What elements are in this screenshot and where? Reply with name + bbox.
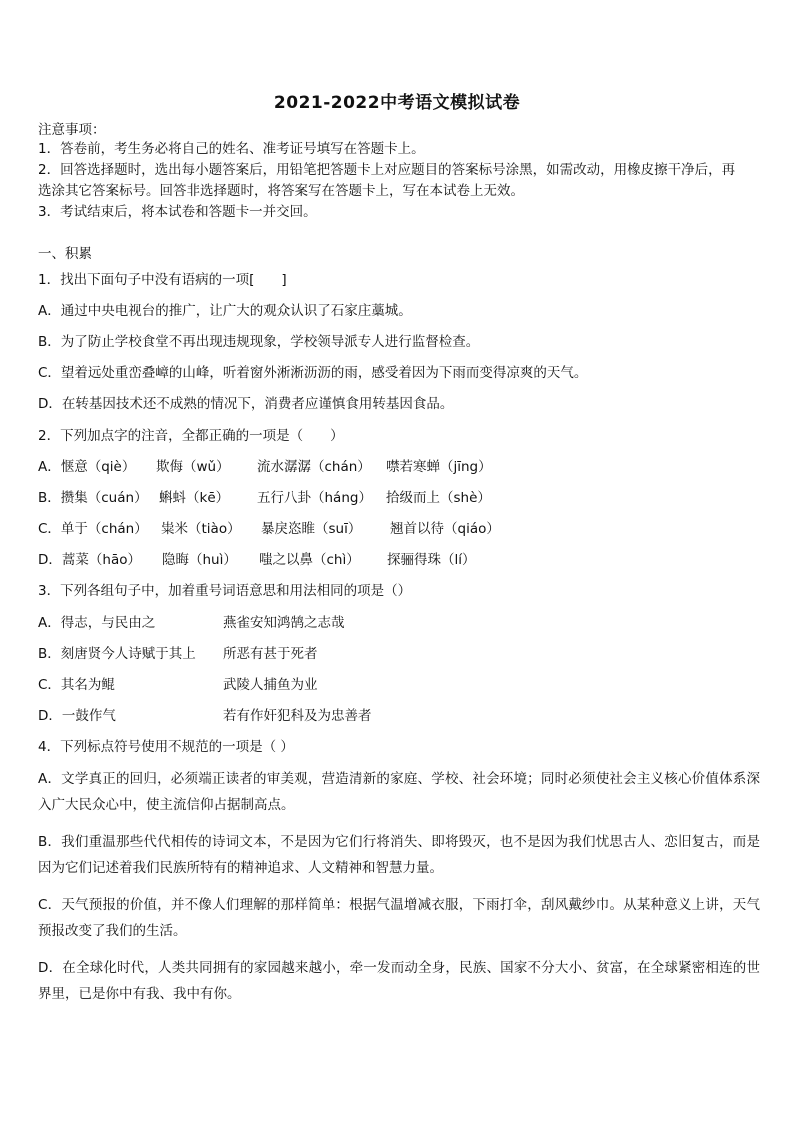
q3-left: D．一鼓作气 xyxy=(38,708,116,724)
page-title: 2021-2022中考语文模拟试卷 xyxy=(273,93,521,113)
q3-right: 武陵人捕鱼为业 xyxy=(223,677,318,693)
q3-right: 燕雀安知鸿鹄之志哉 xyxy=(223,615,345,631)
q2-item: 翘首以待（qiáo） xyxy=(390,521,500,537)
q3-right: 若有作奸犯科及为忠善者 xyxy=(223,708,372,724)
q2-item: 噤若寒蝉（jīng） xyxy=(386,459,492,475)
q4-option-d: D．在全球化时代，人类共同拥有的家园越来越小，牵一发而动全身，民族、国家不分大小、贫富，在全球紧密相连的世界里，已是你中有我、我中有你。 xyxy=(38,960,760,1002)
q1-option-d: D．在转基因技术还不成熟的情况下，消费者应谨慎食用转基因食品。 xyxy=(38,396,454,412)
q1-stem: 1．找出下面句子中没有语病的一项[ ] xyxy=(38,272,287,288)
q2-item: 嗤之以鼻（chì） xyxy=(259,552,360,568)
q2-item: 拾级而上（shè） xyxy=(386,490,491,506)
notice-item: 选涂其它答案标号。回答非选择题时，将答案写在答题卡上，写在本试卷上无效。 xyxy=(38,183,524,199)
notice-item: 2．回答选择题时，选出每小题答案后，用铅笔把答题卡上对应题目的答案标号涂黑，如需改动，用橡皮擦干净后，再 xyxy=(38,162,736,178)
notice-item: 1．答卷前，考生务必将自己的姓名、准考证号填写在答题卡上。 xyxy=(38,141,425,157)
q4-option-a: A．文学真正的回归，必须端正读者的审美观，营造清新的家庭、学校、社会环境；同时必须使社会主义核心价值体系深入广大民众心中，使主流信仰占据制高点。 xyxy=(38,771,760,813)
q2-item: C．单于（chán） xyxy=(38,521,148,537)
q3-left: C．其名为鲲 xyxy=(38,677,115,693)
q2-item: 探骊得珠（lí） xyxy=(387,552,476,568)
q2-item: 蝌蚪（kē） xyxy=(159,490,230,506)
q4-stem: 4．下列标点符号使用不规范的一项是（ ） xyxy=(38,739,294,755)
q2-item: A．惬意（qiè） xyxy=(38,459,136,475)
q3-option-d xyxy=(38,708,372,724)
q3-left: A．得志，与民由之 xyxy=(38,615,156,631)
q2-item: 暴戾恣睢（suī） xyxy=(261,521,362,537)
q3-option-a xyxy=(38,615,345,631)
q2-item: B．攒集（cuán） xyxy=(38,490,148,506)
q3-option-c xyxy=(38,677,318,693)
section-heading: 一、积累 xyxy=(38,246,92,262)
q2-item: 欺侮（wǔ） xyxy=(156,459,230,475)
notice-heading: 注意事项： xyxy=(38,122,106,138)
q1-option-a: A．通过中央电视台的推广，让广大的观众认识了石家庄藁城。 xyxy=(38,303,412,319)
q2-item: 粜米（tiào） xyxy=(161,521,241,537)
q3-stem: 3．下列各组句子中，加着重号词语意思和用法相同的项是（） xyxy=(38,583,412,599)
q3-right: 所恶有甚于死者 xyxy=(223,646,318,662)
q2-stem: 2．下列加点字的注音，全都正确的一项是（ ） xyxy=(38,428,344,444)
q3-option-b xyxy=(38,646,318,662)
q2-item: 五行八卦（háng） xyxy=(257,490,372,506)
q2-option-c xyxy=(38,521,500,537)
q2-item: D．蒿菜（hāo） xyxy=(38,552,141,568)
q3-left: B．刻唐贤今人诗赋于其上 xyxy=(38,646,196,662)
q1-option-c: C．望着远处重峦叠嶂的山峰，听着窗外淅淅沥沥的雨，感受着因为下雨而变得凉爽的天气。 xyxy=(38,365,588,381)
q2-option-d xyxy=(38,552,476,568)
q4-option-c: C．天气预报的价值，并不像人们理解的那样简单：根据气温增减衣服，下雨打伞，刮风戴纱巾。从某种意义上讲，天气预报改变了我们的生活。 xyxy=(38,897,760,939)
q2-option-b xyxy=(38,490,491,506)
q2-option-a xyxy=(38,459,492,475)
q2-item: 流水潺潺（chán） xyxy=(257,459,371,475)
q2-item: 隐晦（huì） xyxy=(162,552,237,568)
q1-option-b: B．为了防止学校食堂不再出现违规现象，学校领导派专人进行监督检查。 xyxy=(38,334,480,350)
notice-item: 3．考试结束后，将本试卷和答题卡一并交回。 xyxy=(38,204,317,220)
q4-option-b: B．我们重温那些代代相传的诗词文本，不是因为它们行将消失、即将毁灭，也不是因为我们忧思古人、恋旧复古，而是因为它们记述着我们民族所特有的精神追求、人文精神和智慧力量。 xyxy=(38,834,760,876)
